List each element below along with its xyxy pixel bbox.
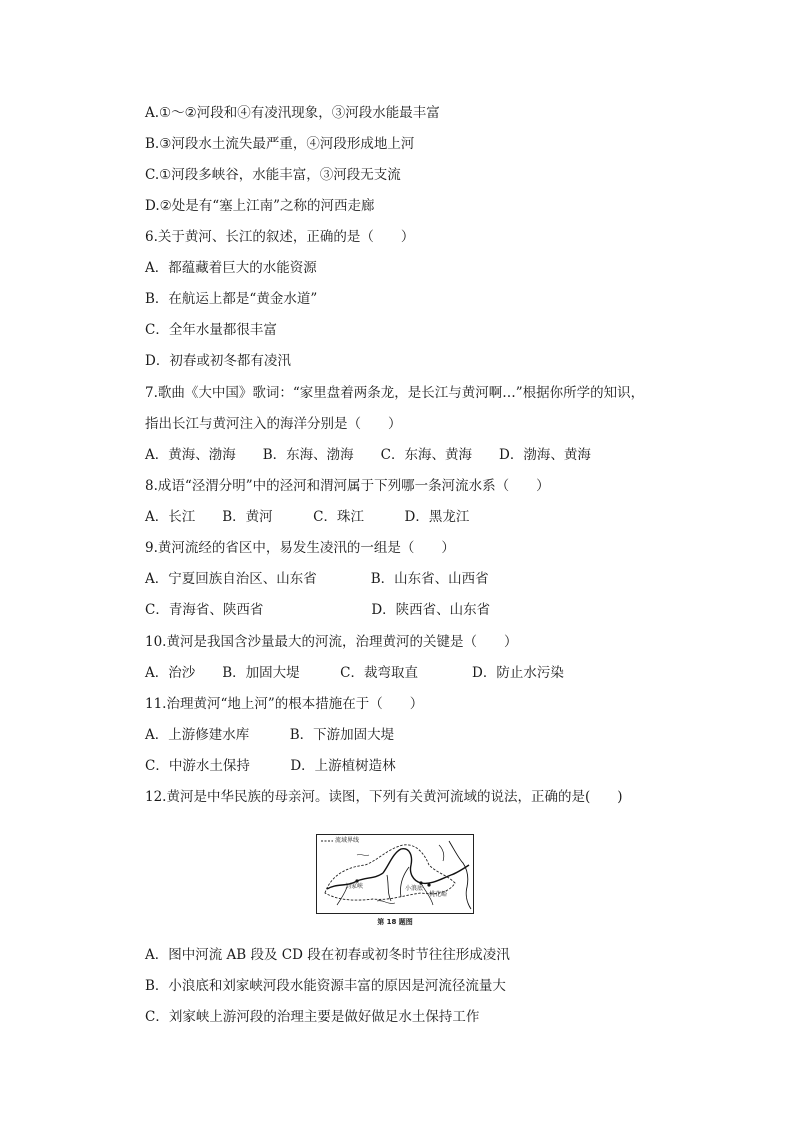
option-d-q5: D.②处是有“塞上江南”之称的河西走廊 bbox=[145, 198, 375, 214]
options-cd-q11: C．中游水土保持 D．上游植树造林 bbox=[145, 758, 396, 774]
map-caption: 第 18 题图 bbox=[377, 918, 413, 926]
option-c-q5: C.①河段多峡谷，水能丰富，③河段无支流 bbox=[145, 167, 401, 183]
option-b-q12: B．小浪底和刘家峡河段水能资源丰富的原因是河流径流量大 bbox=[145, 978, 506, 994]
map-drawing bbox=[317, 835, 473, 913]
question-6: 6.关于黄河、长江的叙述，正确的是（ ） bbox=[145, 229, 415, 245]
option-c-q6: C．全年水量都很丰富 bbox=[145, 322, 277, 338]
option-b-q5: B.③河段水土流失最严重，④河段形成地上河 bbox=[145, 136, 415, 152]
map-legend-label: 流域界线 bbox=[335, 837, 360, 844]
map-label-xiaolangdi: 小浪底 bbox=[405, 885, 424, 892]
option-b-q6: B．在航运上都是“黄金水道” bbox=[145, 291, 318, 307]
question-9: 9.黄河流经的省区中，易发生凌汛的一组是（ ） bbox=[145, 540, 455, 556]
option-a-q12: A．图中河流 AB 段及 CD 段在初春或初冬时节往往形成凌汛 bbox=[145, 947, 510, 963]
options-cd-q9: C．青海省、陕西省 D．陕西省、山东省 bbox=[145, 602, 491, 618]
map-label-liujiaxia: 刘家峡 bbox=[345, 883, 364, 890]
option-a-q6: A．都蕴藏着巨大的水能资源 bbox=[145, 260, 317, 276]
options-q8: A．长江 B．黄河 C．珠江 D．黑龙江 bbox=[145, 509, 470, 525]
question-12: 12.黄河是中华民族的母亲河。读图，下列有关黄河流域的说法，正确的是( ) bbox=[145, 789, 623, 805]
option-a-q5: A.①～②河段和④有凌汛现象，③河段水能最丰富 bbox=[145, 105, 440, 121]
question-10: 10.黄河是我国含沙量最大的河流，治理黄河的关键是（ ） bbox=[145, 634, 518, 650]
question-7-cont: 指出长江与黄河注入的海洋分别是（ ） bbox=[145, 416, 402, 432]
options-q10: A．治沙 B．加固大堤 C．裁弯取直 D．防止水污染 bbox=[145, 665, 564, 681]
question-11: 11.治理黄河“地上河”的根本措施在于（ ） bbox=[145, 696, 424, 712]
option-c-q12: C．刘家峡上游河段的治理主要是做好做足水土保持工作 bbox=[145, 1009, 480, 1025]
options-q7: A．黄海、渤海 B．东海、渤海 C．东海、黄海 D．渤海、黄海 bbox=[145, 447, 591, 463]
options-ab-q9: A．宁夏回族自治区、山东省 B．山东省、山西省 bbox=[145, 571, 489, 587]
question-8: 8.成语“泾渭分明”中的泾河和渭河属于下列哪一条河流水系（ ） bbox=[145, 478, 550, 494]
yellow-river-basin-map bbox=[316, 834, 474, 914]
option-d-q6: D．初春或初冬都有凌汛 bbox=[145, 353, 291, 369]
map-label-taohuayu: 桃花峪 bbox=[429, 891, 448, 898]
question-7: 7.歌曲《大中国》歌词：“家里盘着两条龙，是长江与黄河啊…”根据你所学的知识， bbox=[145, 385, 645, 401]
options-ab-q11: A．上游修建水库 B．下游加固大堤 bbox=[145, 727, 395, 743]
